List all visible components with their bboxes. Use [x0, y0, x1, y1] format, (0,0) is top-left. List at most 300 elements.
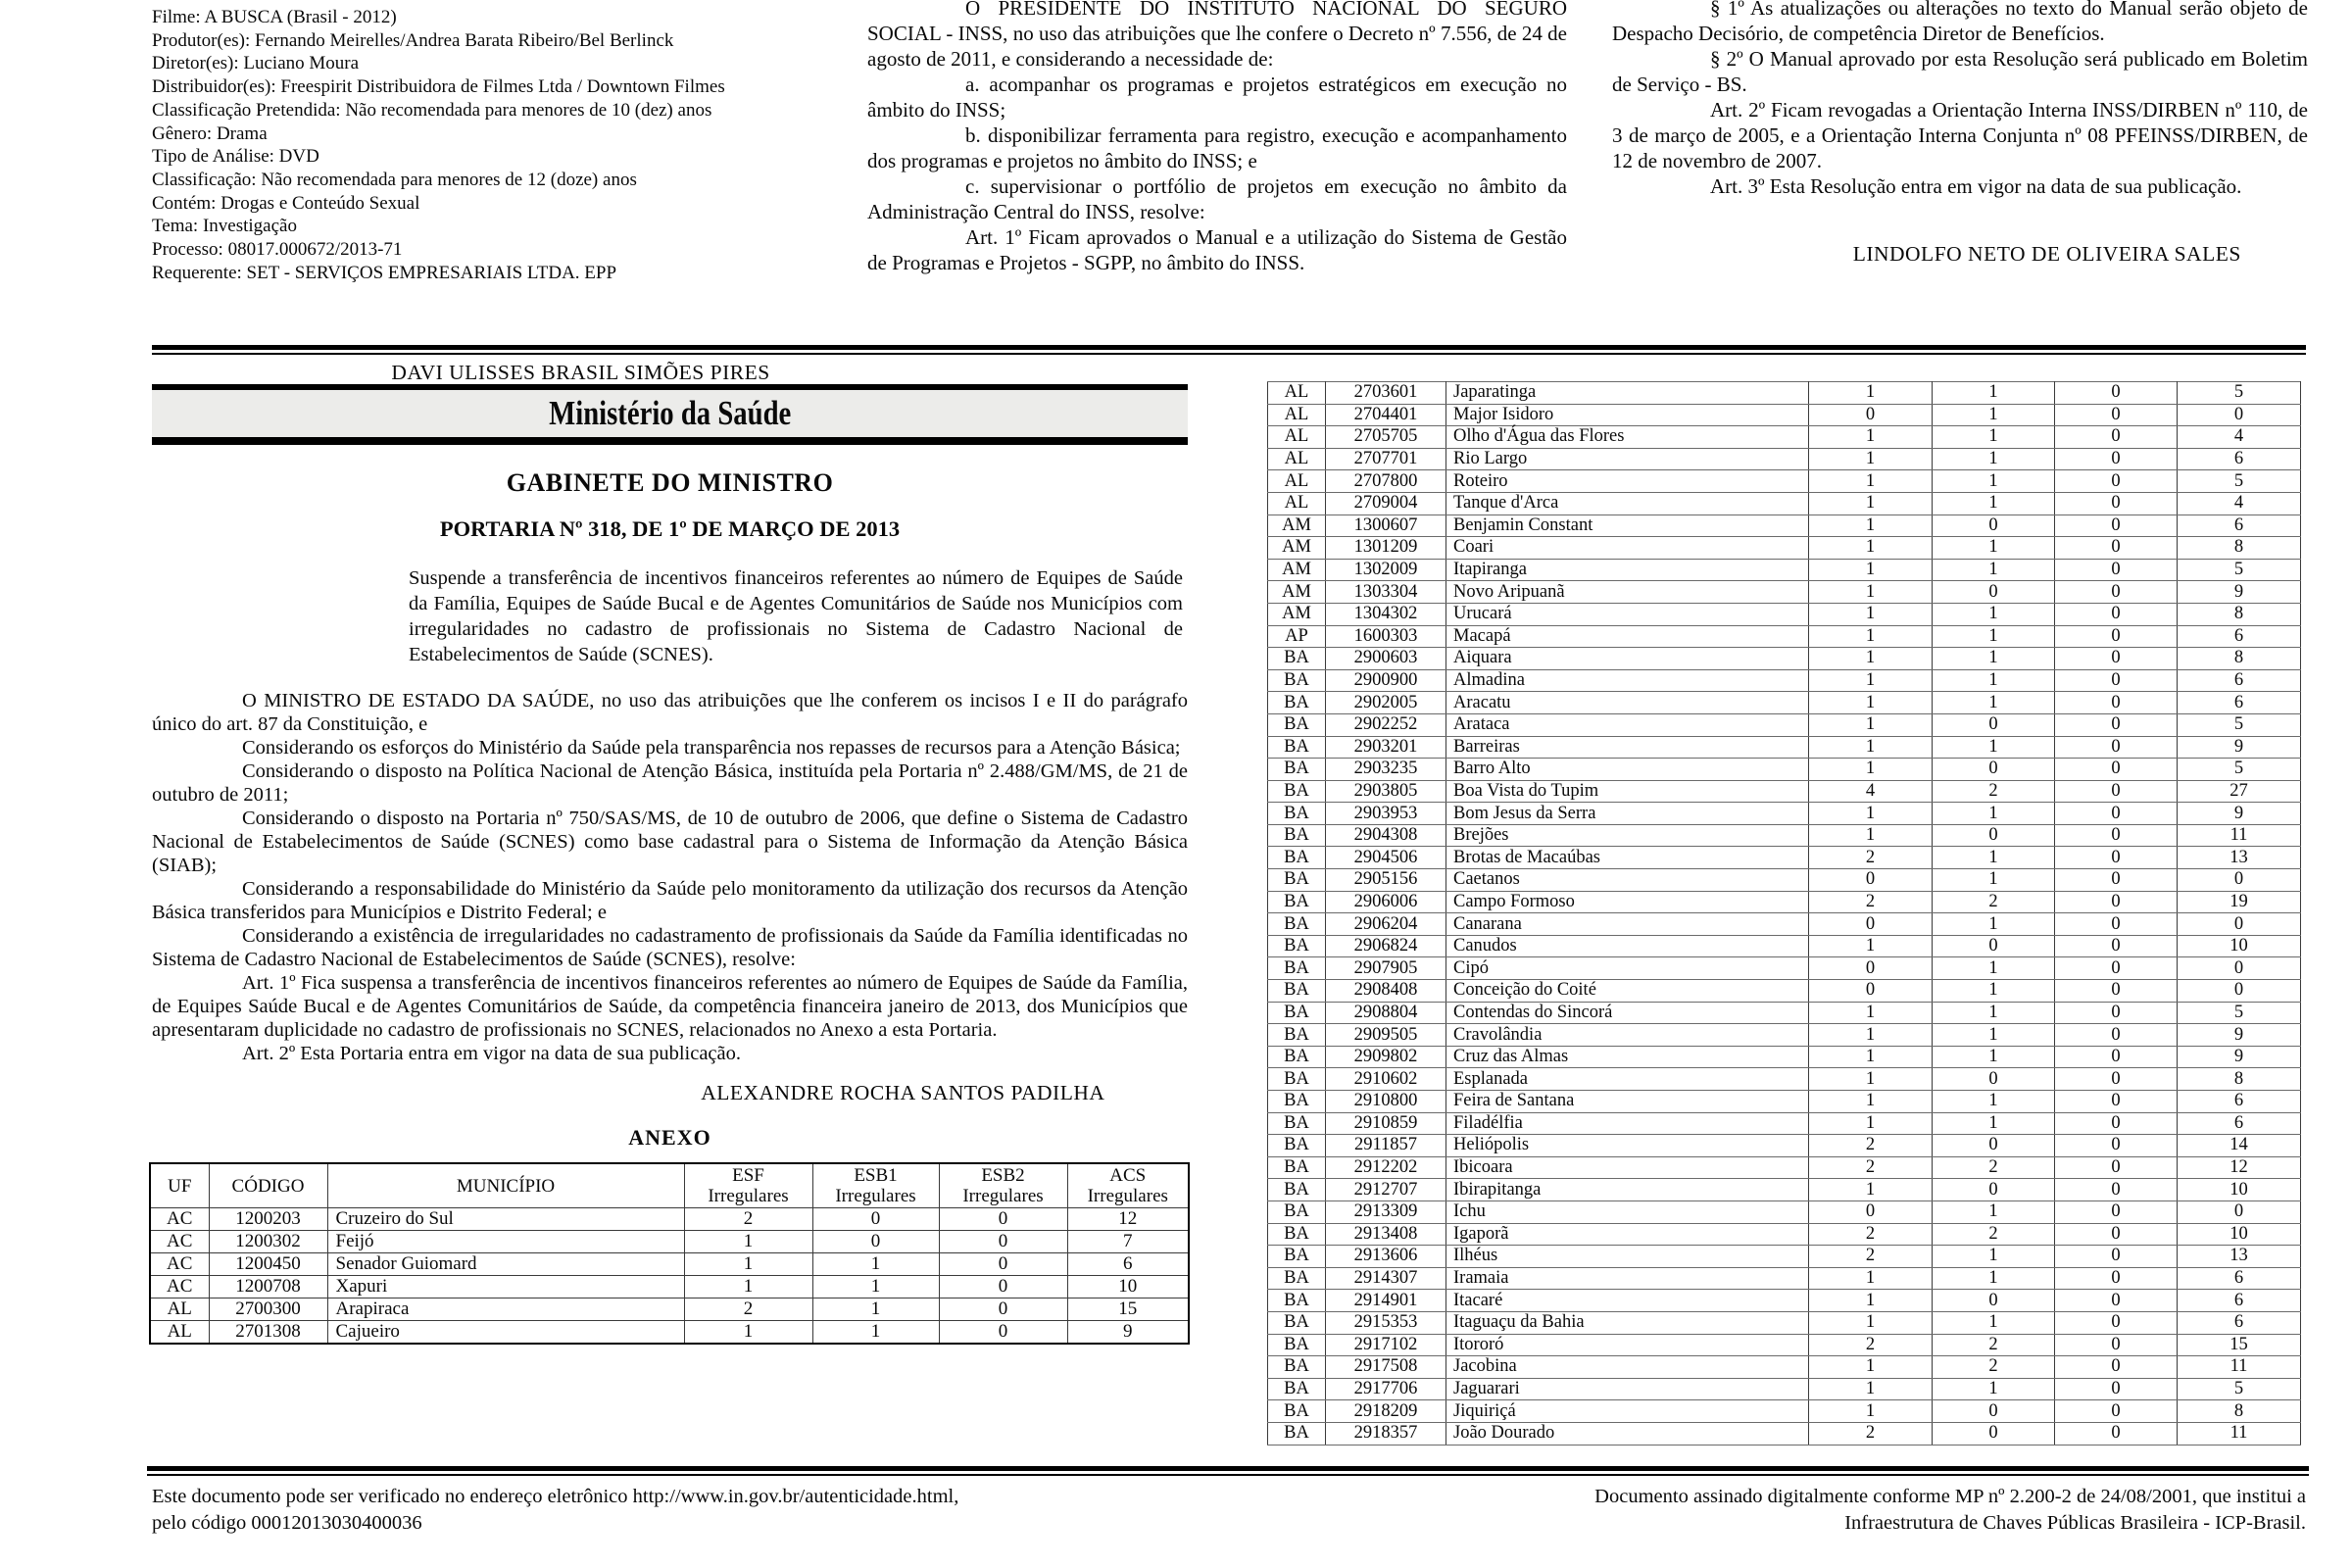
- cell-uf: BA: [1268, 869, 1326, 892]
- table-row: [1268, 514, 2301, 537]
- cell-acs: 4: [2178, 426, 2301, 449]
- cell-acs: 6: [2178, 1091, 2301, 1113]
- cell-esb1: 0: [1933, 1068, 2055, 1091]
- table-row: [1268, 736, 2301, 759]
- cell-esb1: 0: [1933, 1135, 2055, 1157]
- cell-municipio: Feira de Santana: [1446, 1091, 1809, 1113]
- cell-codigo: 2910602: [1326, 1068, 1446, 1091]
- cell-uf: BA: [1268, 1378, 1326, 1400]
- cell-uf: BA: [1268, 1046, 1326, 1068]
- cell-codigo: 2913408: [1326, 1223, 1446, 1246]
- cell-esb1: 2: [1933, 1356, 2055, 1379]
- ministry-title: Ministério da Saúde: [548, 394, 792, 432]
- cell-acs: 5: [2178, 559, 2301, 581]
- table-row: [1268, 1246, 2301, 1268]
- table-row: [1268, 1378, 2301, 1400]
- cell-esb1: 1: [1933, 1091, 2055, 1113]
- table-row: [1268, 1068, 2301, 1091]
- cell-municipio: Ibirapitanga: [1446, 1179, 1809, 1201]
- table-row: [150, 1208, 1189, 1231]
- cell-esb1: 1: [1933, 1046, 2055, 1068]
- cabinet-heading: GABINETE DO MINISTRO: [506, 468, 834, 497]
- table-row: [1268, 692, 2301, 714]
- cell-esf: 1: [1809, 603, 1933, 625]
- cell-codigo: 1200708: [209, 1276, 327, 1298]
- cell-esf: 1: [1809, 537, 1933, 560]
- cell-municipio: Barreiras: [1446, 736, 1809, 759]
- cell-esf: 1: [1809, 448, 1933, 470]
- cell-uf: AC: [150, 1208, 209, 1231]
- cell-esf: 1: [1809, 1068, 1933, 1091]
- cell-uf: BA: [1268, 913, 1326, 936]
- cell-municipio: Urucará: [1446, 603, 1809, 625]
- cell-uf: BA: [1268, 1200, 1326, 1223]
- cell-esb1: 0: [812, 1208, 939, 1231]
- paragraph: Art. 3º Esta Resolução entra em vigor na data de sua publicação.: [1710, 174, 2242, 198]
- cell-esb1: 1: [1933, 404, 2055, 426]
- cell-esb1: 1: [1933, 803, 2055, 825]
- cell-esb2: 0: [2055, 1311, 2178, 1334]
- film-info-line: Produtor(es): Fernando Meirelles/Andrea Barata Ribeiro/Bel Berlinck: [152, 29, 674, 51]
- cell-codigo: 2909802: [1326, 1046, 1446, 1068]
- cell-acs: 12: [2178, 1156, 2301, 1179]
- signature-davi-ulisses: DAVI ULISSES BRASIL SIMÕES PIRES: [391, 361, 770, 384]
- cell-esb1: 0: [1933, 1422, 2055, 1445]
- cell-esb1: 1: [1933, 869, 2055, 892]
- cell-acs: 0: [2178, 980, 2301, 1003]
- cell-codigo: 2914901: [1326, 1290, 1446, 1312]
- cell-acs: 14: [2178, 1135, 2301, 1157]
- portaria-ementa: Suspende a transferência de incentivos financeiros referentes ao número de Equipes de Saúde da Família, Equipes de Saúde Bucal e de Agentes Comunitários de Saúde nos Municípios com irregularidades no cadastro de profissionais no Sistema de Cadastro Nacional de Estabelecimentos de Saúde (SCNES).: [409, 567, 1183, 665]
- cell-esf: 2: [1809, 1223, 1933, 1246]
- cell-acs: 0: [2178, 1200, 2301, 1223]
- cell-municipio: Major Isidoro: [1446, 404, 1809, 426]
- anexo-heading: ANEXO: [628, 1125, 711, 1150]
- cell-esb1: 1: [812, 1253, 939, 1276]
- cell-esf: 1: [1809, 803, 1933, 825]
- cell-esb1: 1: [812, 1276, 939, 1298]
- inss-resolution-block: [867, 0, 1567, 275]
- cell-acs: 6: [2178, 692, 2301, 714]
- cell-esb1: 2: [1933, 780, 2055, 803]
- cell-esb2: 0: [2055, 869, 2178, 892]
- cell-esf: 2: [684, 1298, 812, 1321]
- cell-municipio: Boa Vista do Tupim: [1446, 780, 1809, 803]
- film-block-signature-wrap: [152, 284, 838, 385]
- cell-municipio: Itacaré: [1446, 1290, 1809, 1312]
- table-row: [1268, 935, 2301, 957]
- cell-municipio: Itapiranga: [1446, 559, 1809, 581]
- cell-codigo: 2703601: [1326, 382, 1446, 405]
- table-row: [1268, 1290, 2301, 1312]
- table-row: [1268, 1002, 2301, 1024]
- cell-codigo: 1301209: [1326, 537, 1446, 560]
- cell-esf: 1: [684, 1231, 812, 1253]
- cell-municipio: Olho d'Água das Flores: [1446, 426, 1809, 449]
- paragraph: Art. 2º Ficam revogadas a Orientação Interna INSS/DIRBEN nº 110, de 3 de março de 2005, e a Orientação Interna Conjunta nº 08 PFEINSS/DIRBEN, de 12 de novembro de 2007.: [1612, 98, 2308, 172]
- cell-codigo: 2911857: [1326, 1135, 1446, 1157]
- cell-codigo: 1200302: [209, 1231, 327, 1253]
- cell-esb1: 1: [1933, 692, 2055, 714]
- cell-acs: 0: [2178, 957, 2301, 980]
- cell-codigo: 2704401: [1326, 404, 1446, 426]
- paragraph: Art. 1º Ficam aprovados o Manual e a utilização do Sistema de Gestão de Programas e Projetos - SGPP, no âmbito do INSS.: [867, 225, 1567, 274]
- cell-acs: 15: [1067, 1298, 1189, 1321]
- cell-esb1: 1: [812, 1321, 939, 1345]
- cell-esf: 1: [1809, 1024, 1933, 1047]
- cell-acs: 4: [2178, 492, 2301, 514]
- table-row: [1268, 1024, 2301, 1047]
- cell-uf: BA: [1268, 1135, 1326, 1157]
- signature-lindolfo-neto: LINDOLFO NETO DE OLIVEIRA SALES: [1852, 242, 2241, 266]
- paragraph: Considerando os esforços do Ministério da Saúde pela transparência nos repasses de recursos para a Atenção Básica;: [242, 737, 1181, 759]
- paragraph: Considerando a existência de irregularidades no cadastramento de profissionais da Saúde da Família identificadas no Sistema de Cadastro Nacional de Estabelecimentos de Saúde (SCNES), resolve:: [152, 925, 1188, 970]
- cell-esb1: 0: [1933, 1179, 2055, 1201]
- cell-esf: 1: [1809, 1002, 1933, 1024]
- cell-uf: AP: [1268, 625, 1326, 648]
- cell-esb1: 0: [1933, 713, 2055, 736]
- column-header: ESB2 Irregulares: [939, 1163, 1067, 1208]
- cell-esb1: 1: [1933, 980, 2055, 1003]
- cell-uf: BA: [1268, 669, 1326, 692]
- cell-esf: 1: [1809, 1091, 1933, 1113]
- cell-uf: BA: [1268, 1400, 1326, 1423]
- cell-codigo: 2905156: [1326, 869, 1446, 892]
- cell-esb2: 0: [2055, 1091, 2178, 1113]
- cell-municipio: Esplanada: [1446, 1068, 1809, 1091]
- column-header: MUNICÍPIO: [327, 1163, 684, 1208]
- cell-esb1: 0: [1933, 1290, 2055, 1312]
- cell-esb2: 0: [2055, 957, 2178, 980]
- cell-uf: BA: [1268, 1267, 1326, 1290]
- cell-acs: 6: [2178, 1311, 2301, 1334]
- cell-municipio: Cruz das Almas: [1446, 1046, 1809, 1068]
- cell-esb1: 1: [1933, 382, 2055, 405]
- cell-acs: 19: [2178, 891, 2301, 913]
- table-row: [1268, 780, 2301, 803]
- cell-acs: 13: [2178, 847, 2301, 869]
- portaria-heading: PORTARIA Nº 318, DE 1º DE MARÇO DE 2013: [439, 516, 901, 541]
- table-row: [1268, 1046, 2301, 1068]
- cell-uf: BA: [1268, 1156, 1326, 1179]
- table-row: [1268, 1334, 2301, 1356]
- cell-esb1: 0: [1933, 759, 2055, 781]
- cell-municipio: Cipó: [1446, 957, 1809, 980]
- cell-esb2: 0: [2055, 1200, 2178, 1223]
- table-row: [1268, 1311, 2301, 1334]
- cell-acs: 0: [2178, 869, 2301, 892]
- cell-esf: 0: [1809, 869, 1933, 892]
- cell-esb1: 1: [1933, 426, 2055, 449]
- cell-municipio: Ichu: [1446, 1200, 1809, 1223]
- paragraph: a. acompanhar os programas e projetos estratégicos em execução no âmbito do INSS;: [867, 73, 1567, 122]
- paragraph: Art. 1º Fica suspensa a transferência de incentivos financeiros referentes ao número de Equipes de Saúde da Família, de Equipes Saúde Bucal e de Agentes Comunitários de Saúde, da competência financeira janeiro de 2013, dos Municípios que apresentaram duplicidade no cadastro de profissionais no SCNES, relacionados no Anexo a esta Portaria.: [152, 972, 1188, 1041]
- cell-municipio: Bom Jesus da Serra: [1446, 803, 1809, 825]
- cell-esf: 0: [1809, 1200, 1933, 1223]
- cell-esb1: 1: [812, 1298, 939, 1321]
- cell-esb1: 1: [1933, 470, 2055, 493]
- cell-municipio: Heliópolis: [1446, 1135, 1809, 1157]
- table-row: [1268, 492, 2301, 514]
- cell-acs: 8: [2178, 603, 2301, 625]
- paragraph: Considerando o disposto na Portaria nº 750/SAS/MS, de 10 de outubro de 2006, que define o Sistema de Cadastro Nacional de Estabelecimentos de Saúde (SCNES) como base cadastral para o Sistema de Informação da Atenção Básica (SIAB);: [152, 808, 1188, 876]
- cell-acs: 8: [2178, 1400, 2301, 1423]
- cell-esb2: 0: [2055, 891, 2178, 913]
- cell-codigo: 2906006: [1326, 891, 1446, 913]
- cell-codigo: 2904308: [1326, 824, 1446, 847]
- cell-codigo: 1304302: [1326, 603, 1446, 625]
- cell-acs: 15: [2178, 1334, 2301, 1356]
- table-row: [150, 1321, 1189, 1345]
- cell-acs: 5: [2178, 1002, 2301, 1024]
- cell-uf: AC: [150, 1276, 209, 1298]
- cell-esb2: 0: [2055, 669, 2178, 692]
- cell-esb2: 0: [2055, 1002, 2178, 1024]
- cell-esf: 1: [1809, 1311, 1933, 1334]
- cell-acs: 5: [2178, 713, 2301, 736]
- cell-esb1: 1: [1933, 448, 2055, 470]
- cell-uf: AL: [1268, 404, 1326, 426]
- cell-codigo: 2709004: [1326, 492, 1446, 514]
- cell-esb1: 1: [1933, 1311, 2055, 1334]
- cell-esb2: 0: [2055, 1156, 2178, 1179]
- cell-esb1: 1: [1933, 603, 2055, 625]
- cell-esf: 0: [1809, 957, 1933, 980]
- cell-uf: AL: [150, 1321, 209, 1345]
- cell-uf: BA: [1268, 1223, 1326, 1246]
- cell-uf: BA: [1268, 1002, 1326, 1024]
- cell-uf: BA: [1268, 847, 1326, 869]
- cell-acs: 6: [2178, 1112, 2301, 1135]
- cell-municipio: Almadina: [1446, 669, 1809, 692]
- column-header: CÓDIGO: [209, 1163, 327, 1208]
- cell-uf: BA: [1268, 1246, 1326, 1268]
- cell-codigo: 2707701: [1326, 448, 1446, 470]
- cell-esb2: 0: [2055, 824, 2178, 847]
- cell-acs: 9: [2178, 581, 2301, 604]
- cell-municipio: Conceição do Coité: [1446, 980, 1809, 1003]
- table-row: [1268, 847, 2301, 869]
- municipios-continuation-table: [1267, 381, 2301, 1446]
- cell-municipio: Ibicoara: [1446, 1156, 1809, 1179]
- cell-uf: BA: [1268, 803, 1326, 825]
- cell-codigo: 2908408: [1326, 980, 1446, 1003]
- cell-esb2: 0: [2055, 692, 2178, 714]
- cell-esf: 1: [1809, 824, 1933, 847]
- cell-esf: 0: [1809, 404, 1933, 426]
- signature-alexandre-padilha: ALEXANDRE ROCHA SANTOS PADILHA: [701, 1081, 1105, 1104]
- cell-uf: BA: [1268, 1024, 1326, 1047]
- cell-acs: 5: [2178, 382, 2301, 405]
- cell-esf: 1: [1809, 470, 1933, 493]
- table-row: [1268, 891, 2301, 913]
- cell-codigo: 1302009: [1326, 559, 1446, 581]
- table-row: [1268, 913, 2301, 936]
- cell-esb1: 2: [1933, 1223, 2055, 1246]
- cell-esb2: 0: [2055, 847, 2178, 869]
- paragraph: Considerando a responsabilidade do Ministério da Saúde pelo monitoramento da utilização dos recursos da Atenção Básica transferidos para Municípios e Distrito Federal; e: [152, 878, 1188, 923]
- cell-uf: BA: [1268, 1112, 1326, 1135]
- cell-acs: 9: [2178, 1024, 2301, 1047]
- cell-esb2: 0: [2055, 404, 2178, 426]
- cell-acs: 9: [1067, 1321, 1189, 1345]
- continuation-table-body: [1268, 382, 2301, 1446]
- table-row: [1268, 426, 2301, 449]
- cell-esb1: 0: [1933, 935, 2055, 957]
- cell-esb2: 0: [2055, 581, 2178, 604]
- cell-esb1: 0: [812, 1231, 939, 1253]
- ministerio-saude-section: [152, 384, 1188, 1345]
- cell-codigo: 2912707: [1326, 1179, 1446, 1201]
- cell-codigo: 2913309: [1326, 1200, 1446, 1223]
- cell-uf: AM: [1268, 514, 1326, 537]
- cell-acs: 7: [1067, 1231, 1189, 1253]
- cell-esf: 1: [1809, 581, 1933, 604]
- cell-esb1: 1: [1933, 1267, 2055, 1290]
- table-row: [1268, 869, 2301, 892]
- cell-esb1: 1: [1933, 537, 2055, 560]
- cell-esb2: 0: [2055, 537, 2178, 560]
- film-info-line: Gênero: Drama: [152, 122, 268, 144]
- film-info-line: Classificação Pretendida: Não recomendada para menores de 10 (dez) anos: [152, 99, 712, 121]
- cell-codigo: 2917706: [1326, 1378, 1446, 1400]
- cell-municipio: Canarana: [1446, 913, 1809, 936]
- table-row: [1268, 1267, 2301, 1290]
- cell-esf: 1: [1809, 692, 1933, 714]
- cell-esf: 1: [1809, 514, 1933, 537]
- cell-esf: 1: [1809, 669, 1933, 692]
- cell-codigo: 2915353: [1326, 1311, 1446, 1334]
- cell-esb1: 0: [1933, 581, 2055, 604]
- cell-acs: 9: [2178, 1046, 2301, 1068]
- table-row: [1268, 470, 2301, 493]
- cell-municipio: Aiquara: [1446, 648, 1809, 670]
- cell-esf: 1: [684, 1276, 812, 1298]
- cell-esb2: 0: [939, 1298, 1067, 1321]
- cell-municipio: Jaguarari: [1446, 1378, 1809, 1400]
- cell-esb2: 0: [2055, 1267, 2178, 1290]
- cell-municipio: Filadélfia: [1446, 1112, 1809, 1135]
- cell-uf: BA: [1268, 1068, 1326, 1091]
- cell-municipio: Brotas de Macaúbas: [1446, 847, 1809, 869]
- cell-esb1: 1: [1933, 957, 2055, 980]
- cell-uf: AL: [1268, 382, 1326, 405]
- cell-esf: 1: [1809, 1267, 1933, 1290]
- film-info-line: Diretor(es): Luciano Moura: [152, 53, 360, 74]
- cell-municipio: Igaporã: [1446, 1223, 1809, 1246]
- cell-municipio: Jiquiriçá: [1446, 1400, 1809, 1423]
- film-info-line: Contém: Drogas e Conteúdo Sexual: [152, 192, 420, 214]
- cell-uf: BA: [1268, 1356, 1326, 1379]
- cell-esf: 2: [684, 1208, 812, 1231]
- paragraph: b. disponibilizar ferramenta para registro, execução e acompanhamento dos programas e projetos no âmbito do INSS; e: [867, 123, 1567, 172]
- cell-codigo: 2707800: [1326, 470, 1446, 493]
- cell-uf: BA: [1268, 780, 1326, 803]
- cell-acs: 27: [2178, 780, 2301, 803]
- cell-municipio: Coari: [1446, 537, 1809, 560]
- cell-esf: 1: [1809, 1378, 1933, 1400]
- cell-uf: BA: [1268, 1311, 1326, 1334]
- cell-municipio: Arataca: [1446, 713, 1809, 736]
- cell-codigo: 2913606: [1326, 1246, 1446, 1268]
- cell-esb2: 0: [2055, 625, 2178, 648]
- cell-esb2: 0: [939, 1253, 1067, 1276]
- film-info-line: Tema: Investigação: [152, 216, 297, 237]
- cell-esb2: 0: [2055, 1112, 2178, 1135]
- cell-esb2: 0: [2055, 1024, 2178, 1047]
- cell-codigo: 2917508: [1326, 1356, 1446, 1379]
- cell-esb2: 0: [939, 1231, 1067, 1253]
- cell-acs: 6: [2178, 514, 2301, 537]
- cell-municipio: Canudos: [1446, 935, 1809, 957]
- cell-esb2: 0: [2055, 1223, 2178, 1246]
- cell-codigo: 1200450: [209, 1253, 327, 1276]
- table-row: [1268, 603, 2301, 625]
- cell-acs: 8: [2178, 537, 2301, 560]
- cell-municipio: Roteiro: [1446, 470, 1809, 493]
- table-row: [1268, 1356, 2301, 1379]
- cell-esf: 2: [1809, 1135, 1933, 1157]
- cell-esf: 1: [1809, 1112, 1933, 1135]
- cell-esb1: 2: [1933, 1334, 2055, 1356]
- cell-codigo: 2907905: [1326, 957, 1446, 980]
- cell-uf: BA: [1268, 692, 1326, 714]
- table-row: [1268, 382, 2301, 405]
- cell-uf: BA: [1268, 1334, 1326, 1356]
- cell-municipio: Rio Largo: [1446, 448, 1809, 470]
- paragraph: § 2º O Manual aprovado por esta Resolução será publicado em Boletim de Serviço - BS.: [1612, 47, 2308, 96]
- cell-municipio: Japaratinga: [1446, 382, 1809, 405]
- cell-esb2: 0: [2055, 603, 2178, 625]
- cell-esf: 2: [1809, 891, 1933, 913]
- table-row: [1268, 404, 2301, 426]
- cell-codigo: 2902005: [1326, 692, 1446, 714]
- cell-esb2: 0: [2055, 559, 2178, 581]
- cell-acs: 11: [2178, 1422, 2301, 1445]
- paragraph: c. supervisionar o portfólio de projetos em execução no âmbito da Administração Central do INSS, resolve:: [867, 174, 1567, 223]
- cell-esb1: 1: [1933, 648, 2055, 670]
- table-row: [1268, 1156, 2301, 1179]
- cell-acs: 6: [2178, 448, 2301, 470]
- table-row: [1268, 448, 2301, 470]
- cell-codigo: 2900603: [1326, 648, 1446, 670]
- cell-esb2: 0: [2055, 1179, 2178, 1201]
- cell-acs: 11: [2178, 1356, 2301, 1379]
- cell-codigo: 2700300: [209, 1298, 327, 1321]
- film-info-line: Requerente: SET - SERVIÇOS EMPRESARIAIS LTDA. EPP: [152, 262, 617, 283]
- cell-esb2: 0: [2055, 980, 2178, 1003]
- table-row: [150, 1276, 1189, 1298]
- cell-esb2: 0: [2055, 382, 2178, 405]
- table-row: [1268, 625, 2301, 648]
- cell-uf: BA: [1268, 935, 1326, 957]
- cell-acs: 6: [2178, 1290, 2301, 1312]
- cell-esb1: 2: [1933, 891, 2055, 913]
- column-header: ACS Irregulares: [1067, 1163, 1189, 1208]
- cell-esb2: 0: [2055, 759, 2178, 781]
- cell-esb2: 0: [2055, 1246, 2178, 1268]
- cell-uf: AL: [1268, 426, 1326, 449]
- paragraph: § 1º As atualizações ou alterações no texto do Manual serão objeto de Despacho Decisório, de competência Diretor de Benefícios.: [1612, 0, 2308, 45]
- cell-esf: 1: [1809, 648, 1933, 670]
- cell-municipio: Novo Aripuanã: [1446, 581, 1809, 604]
- cell-esb1: 1: [1933, 847, 2055, 869]
- cell-acs: 8: [2178, 648, 2301, 670]
- cell-uf: BA: [1268, 1179, 1326, 1201]
- cell-codigo: 2903805: [1326, 780, 1446, 803]
- cell-esb2: 0: [939, 1321, 1067, 1345]
- table-row: [1268, 559, 2301, 581]
